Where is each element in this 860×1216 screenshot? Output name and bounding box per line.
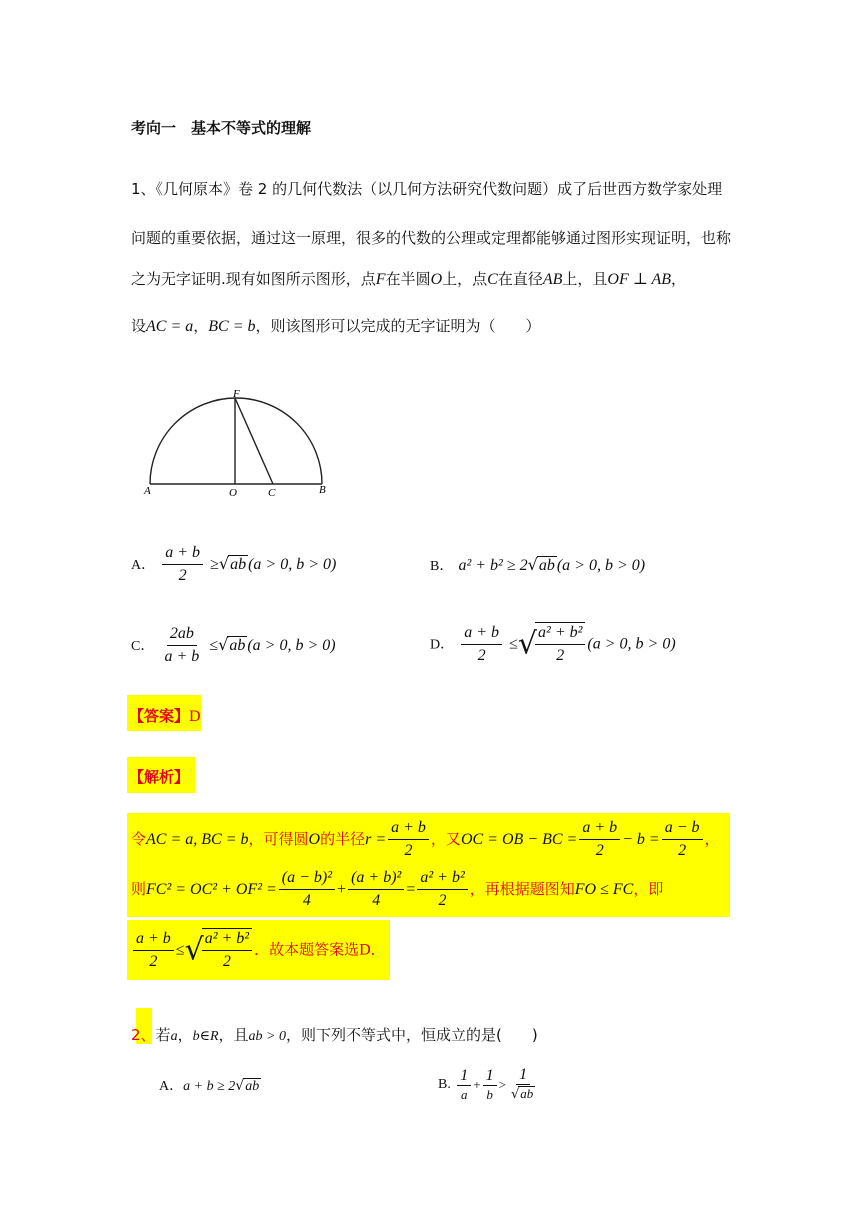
q1-math: OF ⊥ AB (607, 271, 672, 288)
option-a (131, 543, 336, 586)
q1-text: ， (193, 317, 209, 335)
relation: ≥ (210, 556, 219, 573)
denominator: 2 (678, 842, 687, 859)
answer-tag: 【答案】 (129, 707, 190, 725)
denominator: 2 (595, 842, 604, 859)
denominator: a (461, 1086, 468, 1102)
numerator: a + b (133, 929, 174, 951)
analysis-text: ． (370, 940, 386, 959)
denominator: 2 (404, 842, 413, 859)
q2-math: ab > 0 (248, 1029, 286, 1044)
analysis-text: ， (704, 830, 720, 848)
analysis-line-3 (131, 928, 386, 972)
operator: + (337, 881, 347, 898)
q1-text: ， (671, 270, 687, 288)
numerator: a + b (579, 818, 620, 840)
expression: a² + b² ≥ 2 (458, 557, 528, 574)
option-d (430, 622, 676, 666)
analysis-line-1 (131, 818, 720, 861)
analysis-math: O (308, 831, 321, 848)
section-title: 考向一 基本不等式的理解 (131, 119, 312, 137)
condition: (a > 0, b > 0) (587, 635, 676, 653)
numerator: 1 (457, 1068, 471, 1086)
q1-math: F (375, 271, 386, 288)
fraction (508, 1067, 538, 1103)
q1-math: BC = b (208, 318, 256, 335)
radical-sign: √ (527, 555, 538, 574)
option-label: A． (159, 1079, 184, 1094)
q1-text: 设 (131, 317, 147, 335)
q1-text: ，则该图形可以完成的无字证明为（ ） (255, 317, 541, 335)
q2-math: b∈R (192, 1029, 219, 1044)
q1-math: C (487, 271, 498, 288)
radicand: ab (230, 556, 247, 573)
denominator: 2 (149, 952, 158, 970)
analysis-text: D (359, 941, 371, 959)
q1-line-4 (131, 315, 541, 336)
denominator: a + b (164, 648, 200, 665)
q2-option-b (438, 1067, 540, 1103)
numerator: a² + b² (535, 623, 585, 645)
operator: = (406, 881, 416, 898)
numerator: a² + b² (417, 868, 467, 890)
q1-text: 之为无字证明.现有如图所示图形，点 (131, 270, 376, 288)
numerator: a + b (162, 543, 203, 565)
numerator: 1 (483, 1068, 497, 1086)
radicand: ab (245, 1079, 260, 1094)
radical-sign: √ (517, 626, 538, 662)
fraction (483, 1068, 497, 1103)
fraction (161, 624, 202, 667)
relation: ≤ (509, 635, 518, 653)
fraction (388, 818, 429, 861)
option-b (430, 555, 645, 575)
analysis-math: AC = a, BC = b (146, 831, 249, 848)
fraction (579, 818, 620, 861)
q1-line-3 (131, 268, 686, 289)
option-label: A． (131, 558, 156, 573)
q1-text: 在半圆 (385, 270, 431, 288)
radicand: ab (229, 637, 246, 654)
analysis-text: ，再根据题图知 (469, 880, 575, 898)
relation: > (498, 1077, 506, 1092)
fraction (133, 929, 174, 972)
q2-math: a (170, 1029, 178, 1044)
q2-line-1 (131, 1024, 538, 1045)
analysis-text: ，又 (430, 830, 461, 848)
analysis-text: ，即 (633, 880, 664, 898)
fraction (662, 818, 703, 861)
numerator: 2ab (167, 624, 197, 646)
radical-fraction (535, 622, 585, 666)
answer-value: D (189, 708, 201, 725)
q1-math: AC = a (146, 318, 194, 335)
q2-option-a (159, 1075, 261, 1095)
radical-fraction (202, 928, 252, 972)
numerator: a − b (662, 818, 703, 840)
denominator: 2 (556, 647, 565, 664)
numerator: a² + b² (202, 929, 252, 951)
label-f: F (233, 388, 240, 400)
fraction (162, 543, 203, 586)
q1-text: 在直径 (497, 270, 543, 288)
denominator: 2 (222, 953, 231, 970)
analysis-math: FO ≤ FC (574, 881, 634, 898)
label-b: B (319, 484, 326, 496)
fc-line (235, 398, 273, 484)
fraction (279, 868, 335, 911)
denominator: 4 (302, 892, 311, 909)
analysis-math: r = (365, 831, 387, 848)
fraction (348, 868, 404, 911)
numerator: a + b (461, 623, 502, 645)
radicand: ab (538, 557, 555, 574)
option-label: D． (430, 637, 455, 653)
analysis-math: FC² = OC² + OF² = (146, 881, 277, 898)
q2-text: ，且 (218, 1026, 249, 1044)
radical-sign: √ (510, 1087, 520, 1102)
analysis-tag: 【解析】 (129, 768, 190, 786)
operator: + (473, 1077, 481, 1092)
q1-line-2: 问题的重要依据，通过这一原理，很多的代数的公理或定理都能够通过图形实现证明，也称 (131, 229, 732, 247)
radical-sign: √ (184, 932, 204, 968)
analysis-math: − b = (622, 831, 660, 848)
numerator: 1 (516, 1067, 530, 1085)
semicircle-arc (150, 398, 322, 484)
option-label: B． (430, 559, 454, 574)
numerator: (a + b)² (348, 868, 404, 890)
analysis-text: ．故本题答案选 (254, 940, 360, 959)
fraction (457, 1068, 471, 1103)
answer (129, 705, 201, 726)
radicand: ab (520, 1086, 534, 1101)
label-a: A (144, 485, 151, 497)
analysis-text: 令 (131, 830, 147, 848)
q2-text: ，则下列不等式中，恒成立的是( ) (285, 1026, 538, 1044)
q2-text: ， (177, 1026, 193, 1044)
q1-line-1: 1、《几何原本》卷 2 的几何代数法（以几何方法研究代数问题）成了后世西方数学家处理 (131, 180, 723, 198)
expression: a + b ≥ 2 (183, 1079, 236, 1094)
option-c (131, 624, 336, 667)
analysis-math: OC = OB − BC = (460, 831, 578, 848)
relation: ≤ (175, 941, 185, 959)
q1-text: 上，且 (562, 270, 608, 288)
condition: (a > 0, b > 0) (247, 637, 336, 654)
semicircle-figure (140, 388, 340, 503)
condition: (a > 0, b > 0) (556, 557, 646, 574)
denominator: b (486, 1086, 493, 1102)
radical-sign: √ (218, 554, 230, 573)
relation: ≤ (209, 637, 219, 654)
label-o: O (229, 487, 237, 499)
analysis-text: ，可得圆 (248, 830, 309, 848)
condition: (a > 0, b > 0) (248, 556, 337, 573)
numerator: a + b (388, 818, 429, 840)
q2-text: 若 (155, 1026, 171, 1044)
q1-math: AB (542, 271, 563, 288)
option-label: B. (438, 1077, 451, 1092)
analysis-text: 的半径 (320, 830, 366, 848)
analysis-text: 则 (131, 880, 147, 898)
q1-math: O (430, 271, 443, 288)
fraction (417, 868, 467, 911)
analysis-line-2 (131, 868, 663, 911)
denominator: 4 (372, 892, 381, 909)
denominator: 2 (477, 646, 486, 664)
numerator: (a − b)² (279, 868, 335, 890)
label-c: C (268, 487, 276, 499)
radical-sign: √ (218, 635, 229, 654)
radical-sign: √ (235, 1078, 245, 1094)
q1-text: 上，点 (442, 270, 488, 288)
q2-number: 2、 (131, 1026, 156, 1044)
denominator: 2 (178, 567, 187, 584)
fraction (461, 623, 502, 666)
denominator (508, 1085, 538, 1103)
denominator: 2 (438, 892, 447, 909)
option-label: C． (131, 639, 155, 654)
